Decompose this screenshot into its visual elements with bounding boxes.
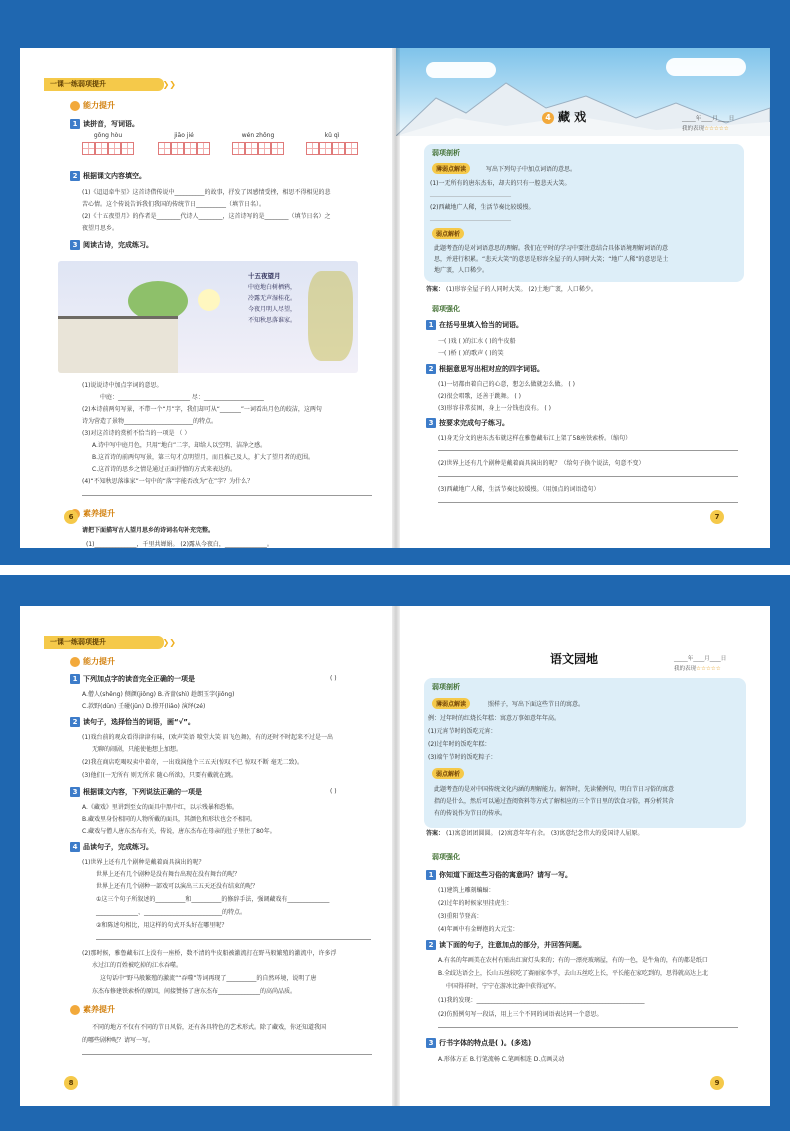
weak-point-tag: 薄弱点解读 [432,698,470,709]
text-line: (1)说说诗中加点字词的意思。 [82,382,163,389]
question-title: 行书字体的特点是( )。(多选) [439,1039,532,1047]
option-line: C.藏戏与僧人唐东杰布有关，传说，唐东杰布在母亲的肚子里住了80年。 [82,828,276,835]
text-line: 无聊的闹剧，只能使他想上加想。 [92,746,183,753]
text-line: 请把下面描写古人望月思乡的诗词名句补充完整。 [82,527,215,534]
answer-line[interactable] [438,476,738,477]
write-cell[interactable] [158,142,171,155]
text-line: (2)仿照例句写一段话，用上三个不同的词语表达同一个意思。 [438,1011,603,1018]
text-line: (4)年画中有金蝉抱的大元宝： [438,926,519,933]
text-line: 中庭：________________________ 尽：____________________ [100,394,264,401]
text-line: 此题考查的是对中国传统文化内涵的理解能力。解答时，先读懂例句，明白节日习俗的寓意 [434,786,675,793]
text-line: (1)______________，千里共婵娟。 (2)露从今夜白，______________。 [86,541,273,548]
question-2 [70,717,195,727]
question-3 [70,240,153,250]
text-line: (3)对这首诗的赏析不恰当的一项是 （ ） [82,430,191,437]
text-line: 思，并进行积累。“悲天大笑”的意思是形容全屋子的人同时大笑；“地广人稀”的意思是土 [434,256,669,263]
text-line: A.有名的年画美在农村有贴出红窗灯头来的；有的一漂亮玻璃屋，有的一色，是牛角的，有的都是纸口 [438,957,708,964]
answer-label: 答案： [426,830,445,837]
option-line: C.款野(dūn) 壬碰(jūn) D.撩开(liāo) 演绎(zé) [82,703,206,710]
text-line: (2)很会唱歌，还善于跳舞。 ( ) [438,393,521,400]
text-line: (1)世界上还有几个剧种是戴着面具演出的呢？ [82,859,205,866]
text-line: (1)我的发现：________________________________________________________ [438,997,645,1004]
pinyin: kǔ qì [324,132,340,139]
text-line: C.这首诗的思乡之情是通过正面抒情的方式来表达的。 [92,466,237,473]
answer-text: (1)寓意团团圆圆。 (2)寓意年年有余。 (3)寓意纪念伟大的爱国诗人屈原。 [446,830,644,837]
text-line: (1)一无所有的唐东杰布，却夫的只有一腔悲天大笑。 [430,180,571,187]
text-line: (2)西藏地广人稀，生活节奏比较缓慢。 [430,204,535,211]
text-line: 此题考查的是对词语意思的理解。我们在平时的学习中要注意结合具体语境理解词语的意 [434,245,669,252]
text-line: (2)世界上还有几个剧种是戴着面具演出的呢？（给句子换个说法，句意不变） [438,460,645,467]
question-4 [70,842,153,852]
text-line: (2)过年的时候家里挂虎生： [438,900,513,907]
answer-line[interactable] [82,495,372,496]
question-1 [426,320,523,330]
text-line: (3)形容非常贫困，身上一分钱也没有。 ( ) [438,405,551,412]
question-number: 3 [70,787,80,797]
date-line: _____年____月____日 [674,656,727,662]
write-cell[interactable] [232,142,245,155]
osmanthus-illustration [308,271,353,361]
text-line: (1)元宵节时的饭吃元宵： [428,728,497,735]
tree-illustration [128,281,188,321]
question-number: 1 [426,320,436,330]
text-line: ______________、__________________________的特点。 [96,909,247,916]
text-line: 的哪些剧种呢？请写一写。 [82,1037,155,1044]
write-cell[interactable] [108,142,121,155]
text-line: 苦心情。这个传说告诉我们我国的传统节日__________（填节日名）。 [82,201,266,208]
section-literacy-label: 素养提升 [83,1005,115,1014]
question-title: 下列加点字的读音完全正确的一项是 [83,675,195,683]
write-cell[interactable] [184,142,197,155]
text-line: B.全歧达语会上，长山五丝较吃了赛丽家李孚，去山五丝吃上长，平长能在家吃到的，思得就高达上北 [438,970,709,977]
text-line: ___________________________ [430,190,511,197]
answer-line[interactable] [82,1054,372,1055]
text-line: ①这三个句子所叙述的__________和__________的修辞手法，强调藏戏有______________ [96,896,330,903]
question-title: 读句子，选择恰当的词语，画“√”。 [83,718,195,726]
performance-label: 我的表现 [674,666,697,672]
answer-bracket[interactable]: ( ) [330,788,337,795]
strengthen-heading: 弱项强化 [432,853,460,861]
page-number-8: 8 [64,1076,78,1090]
page-6 [20,48,396,548]
performance-rating [682,124,729,132]
header-bar: 一课一练弱项提升 ❯❯ [44,636,164,649]
page-7 [396,48,770,548]
question-number: 2 [70,171,80,181]
text-line: A.诗中写中庭月色，只用“地白”二字，却给人以空明、洁净之感。 [92,442,267,449]
pinyin: gōng hòu [93,132,123,139]
write-cell[interactable] [319,142,332,155]
answer-bracket[interactable]: ( ) [330,675,337,682]
pinyin-box-4 [306,132,358,155]
text-line: 地广袤，人口稀少。 [434,267,489,274]
text-line: (2)《十五夜望月》的作者是________代诗人________，这首诗写的是________（填节日名）之 [82,213,331,220]
write-cell[interactable] [258,142,271,155]
text-line: 照样子，写出下面这些节日的寓意。 [488,701,585,708]
pinyin-box-3 [232,132,284,155]
write-cell[interactable] [332,142,345,155]
question-number: 1 [70,674,80,684]
poem-title: 十五夜望月 [248,272,281,280]
question-2 [426,364,544,374]
question-1 [426,870,572,880]
option-line: B.藏戏里身份相同的人物所戴的面具，其颜色和形状也会不相同。 [82,816,257,823]
question-2 [426,940,586,950]
pinyin-box-2 [158,132,210,155]
text-line: ②和陈述句相比，用这样的句式开头好在哪里呢？ [96,922,228,929]
text-line: 夜望月思乡。 [82,225,119,232]
write-cell[interactable] [271,142,284,155]
question-1 [70,119,139,129]
question-2 [70,171,146,181]
option-line: A.《藏戏》里讲到至女的面具中黑中红，以示残暴和恐怖。 [82,804,238,811]
question-number: 3 [426,1038,436,1048]
answer-label: 答案： [426,286,445,293]
text-line: 不同的地方不仅有不同的节日风俗，还有各具特色的艺术形式。除了藏戏，你还知道我国 [92,1024,327,1031]
text-line: (3)重阳节登高： [438,913,483,920]
question-title: 根据意思写出相对应的四字词语。 [439,365,544,373]
question-number: 2 [426,364,436,374]
text-line: (1)戏台前的观众看得津津有味，(欢声笑语 喷堂大笑 眉飞色舞)，有的还时不时起来不过是一出 [82,734,333,741]
question-title: 读下面的句子，注意加点的部分，并回答问题。 [439,941,586,949]
text-line: ___________________________ [430,214,511,221]
write-cell[interactable] [245,142,258,155]
text-line: (3)端午节时的饭吃粽子： [428,754,497,761]
penguin-icon [70,1005,80,1015]
text-line: (1)建筑上雕刻蝙蝠： [438,887,495,894]
text-line: 东杰布修建铁索桥的原因，间接赞扬了唐东杰布______________的高尚品质。 [92,988,297,995]
question-number: 2 [70,717,80,727]
text-line: 这句话中“野马般繁殖的激流”“吞噬”等词再现了__________的自然环境，说明了唐 [100,975,317,982]
book-spread-2 [20,606,770,1106]
text-line: 中国得祥时，宁宁在游冰比赛中获得冠军。 [446,983,561,990]
question-title: 在括号里填入恰当的词语。 [439,321,523,329]
answer-line[interactable] [96,939,371,940]
text-line: 一( )桥 ( )的歌声 ( )的笑 [438,350,504,357]
text-line: (3)他们(一无所有 则无所求 随心所欲)，只要有戴就在跳。 [82,772,237,779]
question-title: 按要求完成句子练习。 [439,419,509,427]
text-line: (1)身无分文的唐东杰布就这样在雅鲁藏布江上架了58座铁索桥。（缩句） [438,435,632,442]
text-line: (2)过年时的饭吃年糕： [428,741,491,748]
text-line: (2)本诗前两句写景，不带一个“月”字，我们却可从“_______”一词看出月色的皎洁，这两句 [82,406,322,413]
write-cell[interactable] [95,142,108,155]
question-number: 4 [70,842,80,852]
text-line: (1)一切都由着自己的心意，想怎么做就怎么做。 ( ) [438,381,575,388]
text-line: 有的传说作为节日的传承。 [434,810,507,817]
question-3 [426,1038,531,1048]
text-line: 例：过年时的红烧长年糕：寓意万事如意年年高。 [428,715,561,722]
weak-analysis-heading: 弱项剖析 [432,683,460,691]
strengthen-heading: 弱项强化 [432,305,460,313]
page-8 [20,606,396,1106]
question-3 [70,787,202,797]
write-cell[interactable] [345,142,358,155]
text-line: B.这首诗的前两句写景，第三句才点明望月，而且推己及人，扩大了望月者的范围。 [92,454,315,461]
performance-rating [674,664,721,672]
text-line: (3)西藏地广人稀，生活节奏比较缓慢。（用加点的词语造句） [438,486,600,493]
lesson-title [542,108,586,125]
question-1 [70,674,195,684]
star-rating[interactable]: ☆☆☆☆☆ [696,666,721,672]
moon-icon [198,289,220,311]
text-line: (2)那时候，雅鲁藏布江上没有一座桥，数不清的牛皮船被激流打在野马般繁殖的激流中，许多浮 [82,950,337,957]
analysis-tag: 弱点解析 [432,228,464,239]
question-3 [426,418,509,428]
page-9 [396,606,770,1106]
courtyard-wall-illustration [58,316,178,373]
poem-line: 中庭地白树栖鸦， [248,284,297,291]
section-ability-label: 能力提升 [83,101,115,110]
poem-text [248,271,296,326]
question-number: 1 [70,119,80,129]
analysis-tag: 弱点解析 [432,768,464,779]
pinyin: jiāo jié [174,132,194,139]
section-ability [70,100,115,111]
question-title: 根据课文内容填空。 [83,172,146,180]
text-line: (2)我在商店吃喝叹卖中着奇，一出戏演他个三五天(惊叹不已 惊叹不断 毫无二致)。 [82,759,303,766]
page-number-7: 7 [710,510,724,524]
page-number-6: 6 [64,510,78,524]
question-title: 品读句子，完成练习。 [83,843,153,851]
answer-text: (1)形容全屋子的人同时大笑。 (2)土地广袤，人口稀少。 [446,286,597,293]
cloud-illustration [666,58,746,76]
write-cell[interactable] [121,142,134,155]
section-literacy [70,1004,115,1015]
text-line: 写出下列句子中加点词语的意思。 [486,166,577,173]
question-title: 你知道下面这些习俗的寓意吗？请写一写。 [439,871,572,879]
question-number: 1 [426,870,436,880]
text-line: 世界上还有几个剧种一部戏可以演出三五天还没有结束的呢？ [96,883,259,890]
poem-line: 今夜月明人尽望， [248,306,297,313]
date-line: _____年____月____日 [682,116,735,122]
lesson-title-text: 藏 戏 [558,110,587,124]
question-number: 2 [426,940,436,950]
poem-line: 冷露无声湿桂花。 [248,295,297,302]
option-line: A.僧人(shēng) 侧颜(jiōng) B.吝啬(shì) 趁朗玉字(jiōng) [82,691,235,698]
answer-line[interactable] [438,1027,738,1028]
text-line: 指的是什么，然后可以通过查阅资料等方式了解相应的三个节日里的饮食习俗，再分析其含 [434,798,675,805]
performance-label: 我的表现 [682,126,705,132]
header-bar: 一课一练弱项提升 ❯❯ [44,78,164,91]
write-cell[interactable] [82,142,95,155]
book-spread-1 [20,48,770,548]
text-line: 诗为营造了景物_______________________的特点。 [82,418,218,425]
question-title: 阅读古诗，完成练习。 [83,241,153,249]
poem-illustration [58,261,358,373]
text-line: (1)《迢迢牵牛星》这首诗借传说中__________的故事，抒发了因感情受挫，相思不得相见的悲 [82,189,331,196]
question-number: 3 [70,240,80,250]
cloud-illustration [426,62,496,78]
weak-analysis-heading: 弱项剖析 [432,149,460,157]
text-line: 世界上还有几个剧种是没有舞台出现在没有舞台的呢？ [96,871,241,878]
pinyin: wén zhōng [241,132,275,139]
weak-point-tag: 薄弱点解读 [432,163,470,174]
answer-line[interactable] [438,502,738,503]
option-line: A.形体方正 B.行笔流畅 C.笔画相连 D.点画灵动 [438,1056,565,1063]
write-cell[interactable] [306,142,319,155]
text-line: 一( )戏 ( )的江水 ( )的牛皮船 [438,338,516,345]
question-title: 读拼音，写词语。 [83,120,139,128]
page-number-9: 9 [710,1076,724,1090]
poem-line: 不知秋思落谁家。 [248,317,297,324]
answer-line[interactable] [438,450,738,451]
star-rating[interactable]: ☆☆☆☆☆ [704,126,729,132]
question-title: 根据课文内容，下列说法正确的一项是 [83,788,202,796]
bear-icon [70,101,80,111]
write-cell[interactable] [171,142,184,155]
write-cell[interactable] [197,142,210,155]
section-ability-label: 能力提升 [83,657,115,666]
text-line: (4)“不知秋思落谁家”一句中的“落”字能否改为“在”字？为什么？ [82,478,254,485]
pinyin-box-1 [82,132,134,155]
question-number: 3 [426,418,436,428]
lesson-number: 4 [542,112,554,124]
bear-icon [70,657,80,667]
section-title: 语文园地 [550,652,599,666]
text-line: 水过江的百姓被吃掉的江水吞噬。 [92,962,183,969]
section-literacy-label: 素养提升 [83,509,115,518]
section-ability [70,656,115,667]
